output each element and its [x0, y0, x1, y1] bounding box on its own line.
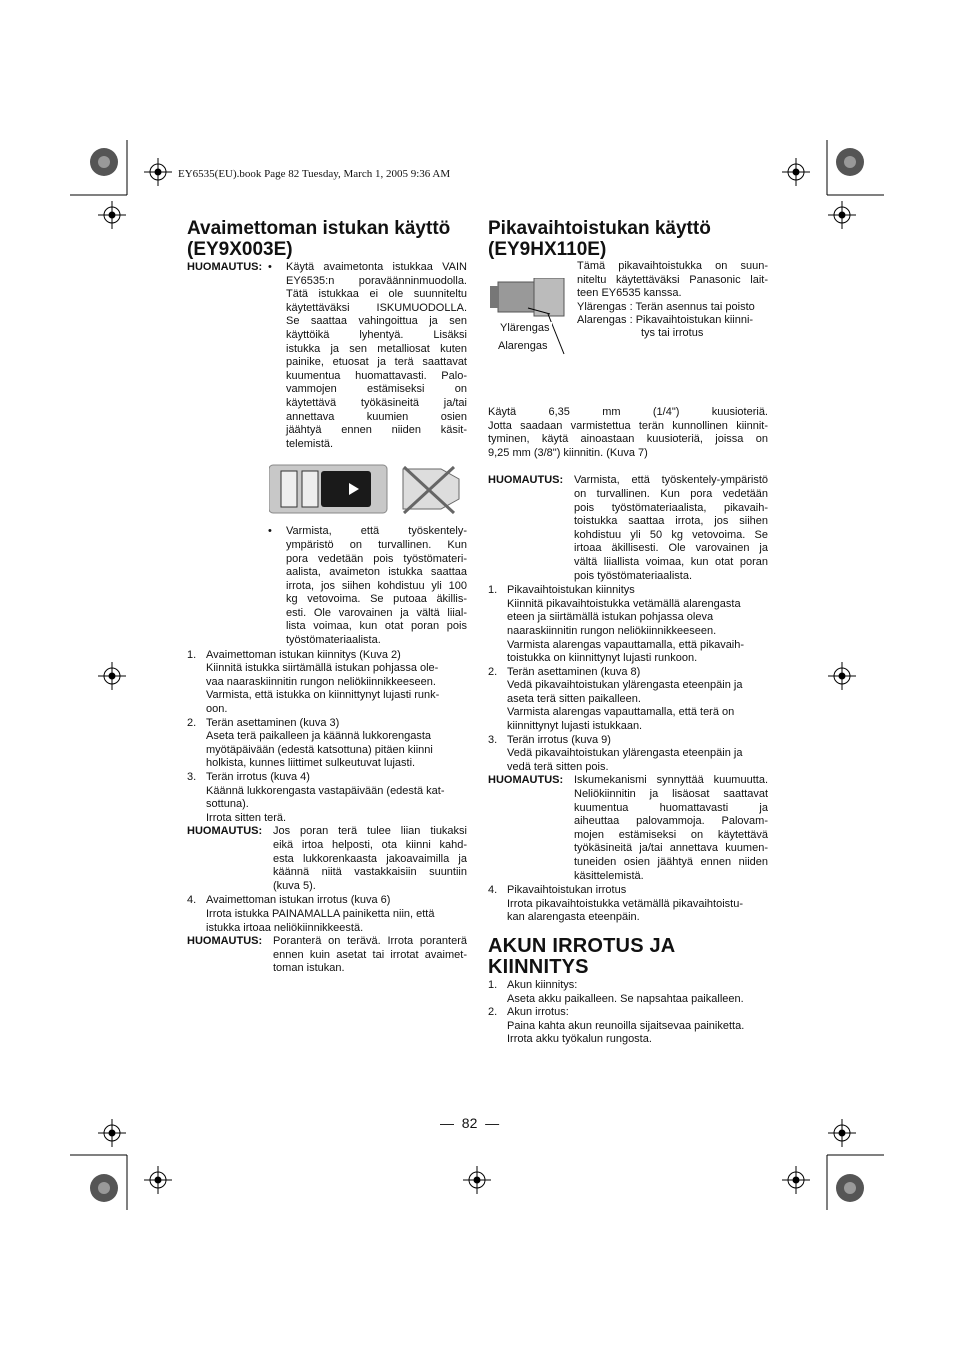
- text-line: Jotta saadaan varmistettua terän kunnollinen kiinnit-: [488, 419, 768, 432]
- item-text: [507, 584, 768, 666]
- list-item: [488, 1006, 768, 1047]
- text-line: annettava kuumien osien: [286, 410, 467, 423]
- text-line: irrota, jos siihen kohdistuu yli 100: [286, 579, 467, 592]
- text-line: Pikavaihtoistukan kiinnitys: [507, 584, 635, 597]
- text-line: kuumentua huomattavasti. Palo-: [286, 369, 467, 382]
- text-line: vedä terä sitten pois.: [507, 760, 609, 773]
- note-text: [273, 825, 467, 893]
- note-text: [574, 774, 768, 883]
- lower-ring-definition-cont: tys tai irrotus: [641, 327, 704, 339]
- text-line: Vedä pikavaihtoistukan ylärengasta eteenpäin ja: [507, 679, 743, 692]
- text-line: Terän irrotus (kuva 9): [507, 733, 611, 746]
- text-line: on turvallinen. Kun pora vedetään: [574, 487, 768, 500]
- text-line: Terän irrotus (kuva 4): [206, 771, 310, 783]
- note-tight-bit: HUOMAUTUS: Jos poran terä tulee liian tiukaksi eikä irtoa helposti, ota kiinni kahd- esta lukkorenkaasta jakoavaimilla ja käännä niitä vastakkaisiin suuntiin (kuva 5).: [187, 825, 467, 892]
- text-line: Irrota akku työkalun rungosta.: [507, 1033, 652, 1046]
- list-item: [488, 666, 768, 734]
- page-number: — 82 —: [440, 1115, 500, 1131]
- text-line: esta lukkorenkaasta jakoavaimilla ja: [273, 852, 467, 865]
- mode-dial-illustration: [269, 461, 469, 517]
- list-item: [488, 734, 768, 775]
- text-line: tuneiden osien jäähtyä ennen niiden: [574, 856, 768, 868]
- text-line: Kiinnitä istukka siirtämällä istukan pohjassa ole-: [206, 662, 439, 675]
- text-line: Neliökiinnitin ja lisäosat saattavat: [574, 788, 768, 801]
- text-line: jäähtyä ennen niiden käsit-: [286, 424, 467, 437]
- text-line: Avaimettoman istukan irrotus (kuva 6): [206, 894, 391, 907]
- list-item: [187, 894, 467, 935]
- text-line: Paina kahta akun reunoilla sijaitsevaa painiketta.: [507, 1019, 745, 1032]
- text-line: Käännä lukkorengasta vastapäivään (edestä kat-: [206, 784, 445, 797]
- item-number: 1.: [488, 978, 498, 991]
- text-line: käytettäväksi ISKUMUODOLLA.: [286, 301, 467, 314]
- item-text: [206, 894, 467, 935]
- text-line: tyminen, käytä ainoastaan kuusioteriä, joissa on: [488, 433, 768, 446]
- item-number: 4.: [187, 894, 197, 907]
- text-line: istukka irtoaa neliökiinnikkeestä.: [206, 921, 364, 934]
- item-text: [507, 979, 768, 1006]
- text-line: mojen estämiseksi on käytettävä: [574, 828, 768, 841]
- left-column: [187, 218, 467, 976]
- figure-label-lower-ring: Alarengas: [498, 340, 548, 352]
- text-line: oon.: [206, 703, 228, 716]
- text-line: Tämä pikavaihtoistukka on suun-: [577, 260, 768, 272]
- text-line: aiheuttaa palovammoja. Palovam-: [574, 815, 768, 828]
- right-column: [488, 218, 768, 1047]
- text-line: irtoaa äkillisesti. Ole varovainen ja: [574, 542, 768, 555]
- text-line: toman istukan.: [273, 962, 345, 975]
- text-line: lista voimaa, kun otat poran pois: [286, 620, 467, 633]
- text-line: kg vetovoima. Se putoaa äkillis-: [286, 593, 467, 606]
- list-item: [187, 717, 467, 771]
- text-line: vammojen estämiseksi on: [286, 383, 467, 396]
- text-line: 9,25 mm (3/8") kiinnitin. (Kuva 7): [488, 446, 648, 459]
- battery-steps: [488, 979, 768, 1047]
- keyless-chuck-removal-step: [187, 894, 467, 935]
- section-title-quick-change-chuck: Pikavaihtoistukan käyttö (EY9HX110E): [488, 218, 711, 260]
- text-line: käännä niitä vastakkaisiin suuntiin: [273, 866, 467, 879]
- text-line: ympäristö on turvallinen. Kun: [286, 538, 467, 551]
- text-line: kohdistuu yli 50 kg vetovoima. Se: [574, 528, 768, 541]
- quick-change-steps: [488, 584, 768, 774]
- text-line: käytettävä työkäsineitä ja/tai: [286, 396, 467, 409]
- mode-dial-figure: [269, 461, 467, 517]
- item-number: 2.: [488, 665, 498, 678]
- item-number: 2.: [187, 716, 197, 729]
- text-line: myötäpäivään (edestä katsottuna) pitäen kiinni: [206, 743, 433, 756]
- text-line: vältä liiallista voimaa, kun otat poran: [574, 555, 768, 568]
- text-line: Varmista alarengas vapauttamalla, että terä on: [507, 706, 735, 719]
- note-heat: HUOMAUTUS: Iskumekanismi synnyttää kuumuutta. Neliökiinnitin ja lisäosat saattavat kuumentua huomattavasti ja aiheuttaa palovammoja. Palovam- mojen estämiseksi on käytettävä työkäsineitä ja/tai annettava kuumen- tuneiden osien jäähtyä ennen niiden käsittelemistä.: [488, 774, 768, 882]
- text-line: työstömateriaalista.: [286, 634, 381, 647]
- text-line: Käytä 6,35 mm (1/4") kuusioteriä.: [488, 406, 768, 418]
- list-item: [187, 649, 467, 717]
- text-line: Avaimettoman istukan kiinnitys (Kuva 2): [206, 648, 401, 661]
- text-line: eikä irtoa helposti, ota kiinni kahd-: [273, 838, 467, 851]
- text-line: pois työstömateriaalista.: [574, 569, 692, 582]
- text-line: toistukka saattaa irrota, jos siihen: [574, 515, 768, 528]
- text-line: EY6535:n poraväänninmuodolla.: [286, 274, 467, 287]
- text-line: kiinnittynyt lujasti istukkaan.: [507, 720, 643, 733]
- list-item: [488, 979, 768, 1006]
- text-line: Aseta akku paikalleen. Se napsahtaa paikalleen.: [507, 992, 744, 1005]
- item-text: [507, 666, 768, 734]
- text-line: Poranterä on terävä. Irrota poranterä: [273, 935, 467, 948]
- text-line: naaraskiinnitin rungon neliökiinnikkeeseen.: [507, 624, 717, 637]
- item-text: [507, 884, 768, 925]
- note-safe-environment: • Varmista, että työskentely- ympäristö on turvallinen. Kun pora vedetään pois työstömateri- aalista, avaimeton istukka saattaa irrota, jos siihen kohdistuu yli 100 kg vetovoima. Se putoaa äkillis- esti. Ole varovainen ja vältä liial- lista voimaa, kun otat poran pois työstömateriaalista.: [268, 525, 467, 647]
- list-item: [187, 771, 467, 825]
- text-line: ennen kuin asetat tai irrotat avaimet-: [273, 948, 467, 961]
- text-line: toistukka on kiinnittynyt lujasti runkoon.: [507, 652, 698, 665]
- text-line: Käytä avaimetonta istukkaa VAIN: [286, 261, 467, 273]
- text-line: Se saattaa vahingoittua ja sen: [286, 315, 467, 328]
- list-item: [488, 584, 768, 666]
- text-line: (kuva 5).: [273, 879, 316, 892]
- note-text: [273, 935, 467, 976]
- bit-info: [488, 406, 768, 460]
- text-line: Jos poran terä tulee liian tiukaksi: [273, 825, 467, 838]
- text-line: aalista, avaimeton istukka saattaa: [286, 566, 467, 579]
- quick-change-removal-step: [488, 884, 768, 925]
- text-line: kuumentua huomattavasti ja: [574, 801, 768, 814]
- item-text: [206, 771, 467, 825]
- text-line: pois työstömateriaalista, pikavaih-: [574, 501, 768, 514]
- intro-text: [577, 260, 768, 301]
- text-line: työkäsineitä ja/tai annettava kuumen-: [574, 842, 768, 855]
- text-line: esti. Ole varovainen ja vältä liial-: [286, 606, 467, 619]
- note-sharp-bit: HUOMAUTUS: Poranterä on terävä. Irrota poranterä ennen kuin asetat tai irrotat avaimet- toman istukan.: [187, 935, 467, 975]
- text-line: kan alarengasta eteenpäin.: [507, 911, 640, 924]
- text-line: Varmista, että työskentely-ympäristö: [574, 474, 768, 487]
- item-text: [206, 649, 467, 717]
- text-line: sottuna).: [206, 798, 249, 811]
- note-text: [574, 474, 768, 583]
- text-line: Irrota sitten terä.: [206, 811, 287, 824]
- item-number: 3.: [488, 733, 498, 746]
- item-number: 2.: [488, 1006, 498, 1019]
- item-text: [507, 1006, 768, 1047]
- file-info-header: EY6535(EU).book Page 82 Tuesday, March 1, 2005 9:36 AM: [178, 168, 451, 180]
- text-line: teen EY6535 kanssa.: [577, 287, 682, 300]
- text-line: Irrota istukka PAINAMALLA painiketta niin, että: [206, 907, 435, 920]
- text-line: Vedä pikavaihtoistukan ylärengasta eteenpäin ja: [507, 747, 743, 760]
- text-line: käsittelemistä.: [574, 869, 644, 882]
- quick-change-intro: [488, 260, 768, 356]
- item-number: 3.: [187, 771, 197, 783]
- section-title-keyless-chuck: Avaimettoman istukan käyttö (EY9X003E): [187, 218, 451, 260]
- note-safe-environment-qc: HUOMAUTUS: Varmista, että työskentely-ympäristö on turvallinen. Kun pora vedetään pois työstömateriaalista, pikavaih- toistukka saattaa irrota, jos siihen kohdistuu yli 50 kg vetovoima. Se irtoaa äkillisesti. Ole varovainen ja vältä liiallista voimaa, kun otat poran pois työstömateriaalista.: [488, 474, 768, 582]
- text-line: painike, etuosat ja terä saattavat: [286, 356, 467, 369]
- text-line: Pikavaihtoistukan irrotus: [507, 884, 627, 897]
- text-line: Varmista alarengas vapauttamalla, että pikavaih-: [507, 638, 745, 651]
- text-line: Iskumekanismi synnyttää kuumuutta.: [574, 774, 768, 787]
- note-keyless-only: HUOMAUTUS: • Käytä avaimetonta istukkaa VAIN EY6535:n poraväänninmuodolla. Tätä istukkaa ei ole suunniteltu käytettäväksi ISKUMUODOLLA. Se saattaa vahingoittua ja sen käyttöikä lyhentyä. Lisäksi istukka ja sen metalliosat kuten painike, etuosat ja terä saattavat kuumentua huomattavasti. Palo- vammojen estämiseksi on käytettävä työkäsineitä ja/tai annettava kuumien osien jäähtyä ennen niiden käsit- telemistä.: [187, 261, 467, 450]
- item-number: 1.: [488, 584, 498, 597]
- text-line: holkista, kunnes liittimet sulkeutuvat lujasti.: [206, 757, 416, 770]
- text-line: Akun kiinnitys:: [507, 978, 578, 991]
- text-line: aseta terä sitten paikalleen.: [507, 692, 641, 705]
- text-line: Tätä istukkaa ei ole suunniteltu: [286, 288, 467, 301]
- note-text: [286, 261, 467, 451]
- upper-ring-definition: Ylärengas : Terän asennus tai poisto: [577, 301, 755, 313]
- text-line: eteen ja siirtämällä istukan pohjassa oleva: [507, 611, 714, 624]
- text-line: Varmista, että istukka on kiinnittynyt lujasti runk-: [206, 689, 440, 702]
- lower-ring-definition: Alarengas : Pikavaihtoistukan kiinni-: [577, 314, 754, 326]
- item-text: [507, 734, 768, 775]
- text-line: telemistä.: [286, 437, 334, 450]
- text-line: vaa naaraskiinnitin rungon neliökiinnikkeeseen.: [206, 675, 436, 688]
- text-line: Aseta terä paikalleen ja käännä lukkorengasta: [206, 730, 432, 743]
- text-line: käyttöikä lyhentyä. Lisäksi: [286, 328, 467, 341]
- figure-label-upper-ring: Ylärengas: [500, 322, 550, 334]
- text-line: Terän asettaminen (kuva 8): [507, 665, 641, 678]
- item-text: [206, 717, 467, 771]
- list-item: [488, 884, 768, 925]
- text-line: Terän asettaminen (kuva 3): [206, 716, 340, 729]
- text-line: Varmista, että työskentely-: [286, 525, 467, 538]
- text-line: Akun irrotus:: [507, 1006, 569, 1019]
- note-text: [286, 525, 467, 647]
- section-title-battery: AKUN IRROTUS JA KIINNITYS: [488, 934, 675, 978]
- keyless-chuck-steps: [187, 649, 467, 826]
- text-line: Kiinnitä pikavaihtoistukka vetämällä alarengasta: [507, 597, 741, 610]
- item-number: 1.: [187, 648, 197, 661]
- text-line: niteltu käytettäväksi Panasonic lait-: [577, 273, 768, 286]
- item-number: 4.: [488, 884, 498, 897]
- text-line: pora vedetään pois työstömateri-: [286, 552, 467, 565]
- text-line: Irrota pikavaihtoistukka vetämällä pikavaihtoistu-: [507, 897, 744, 910]
- text-line: istukka ja sen metalliosat kuten: [286, 342, 467, 355]
